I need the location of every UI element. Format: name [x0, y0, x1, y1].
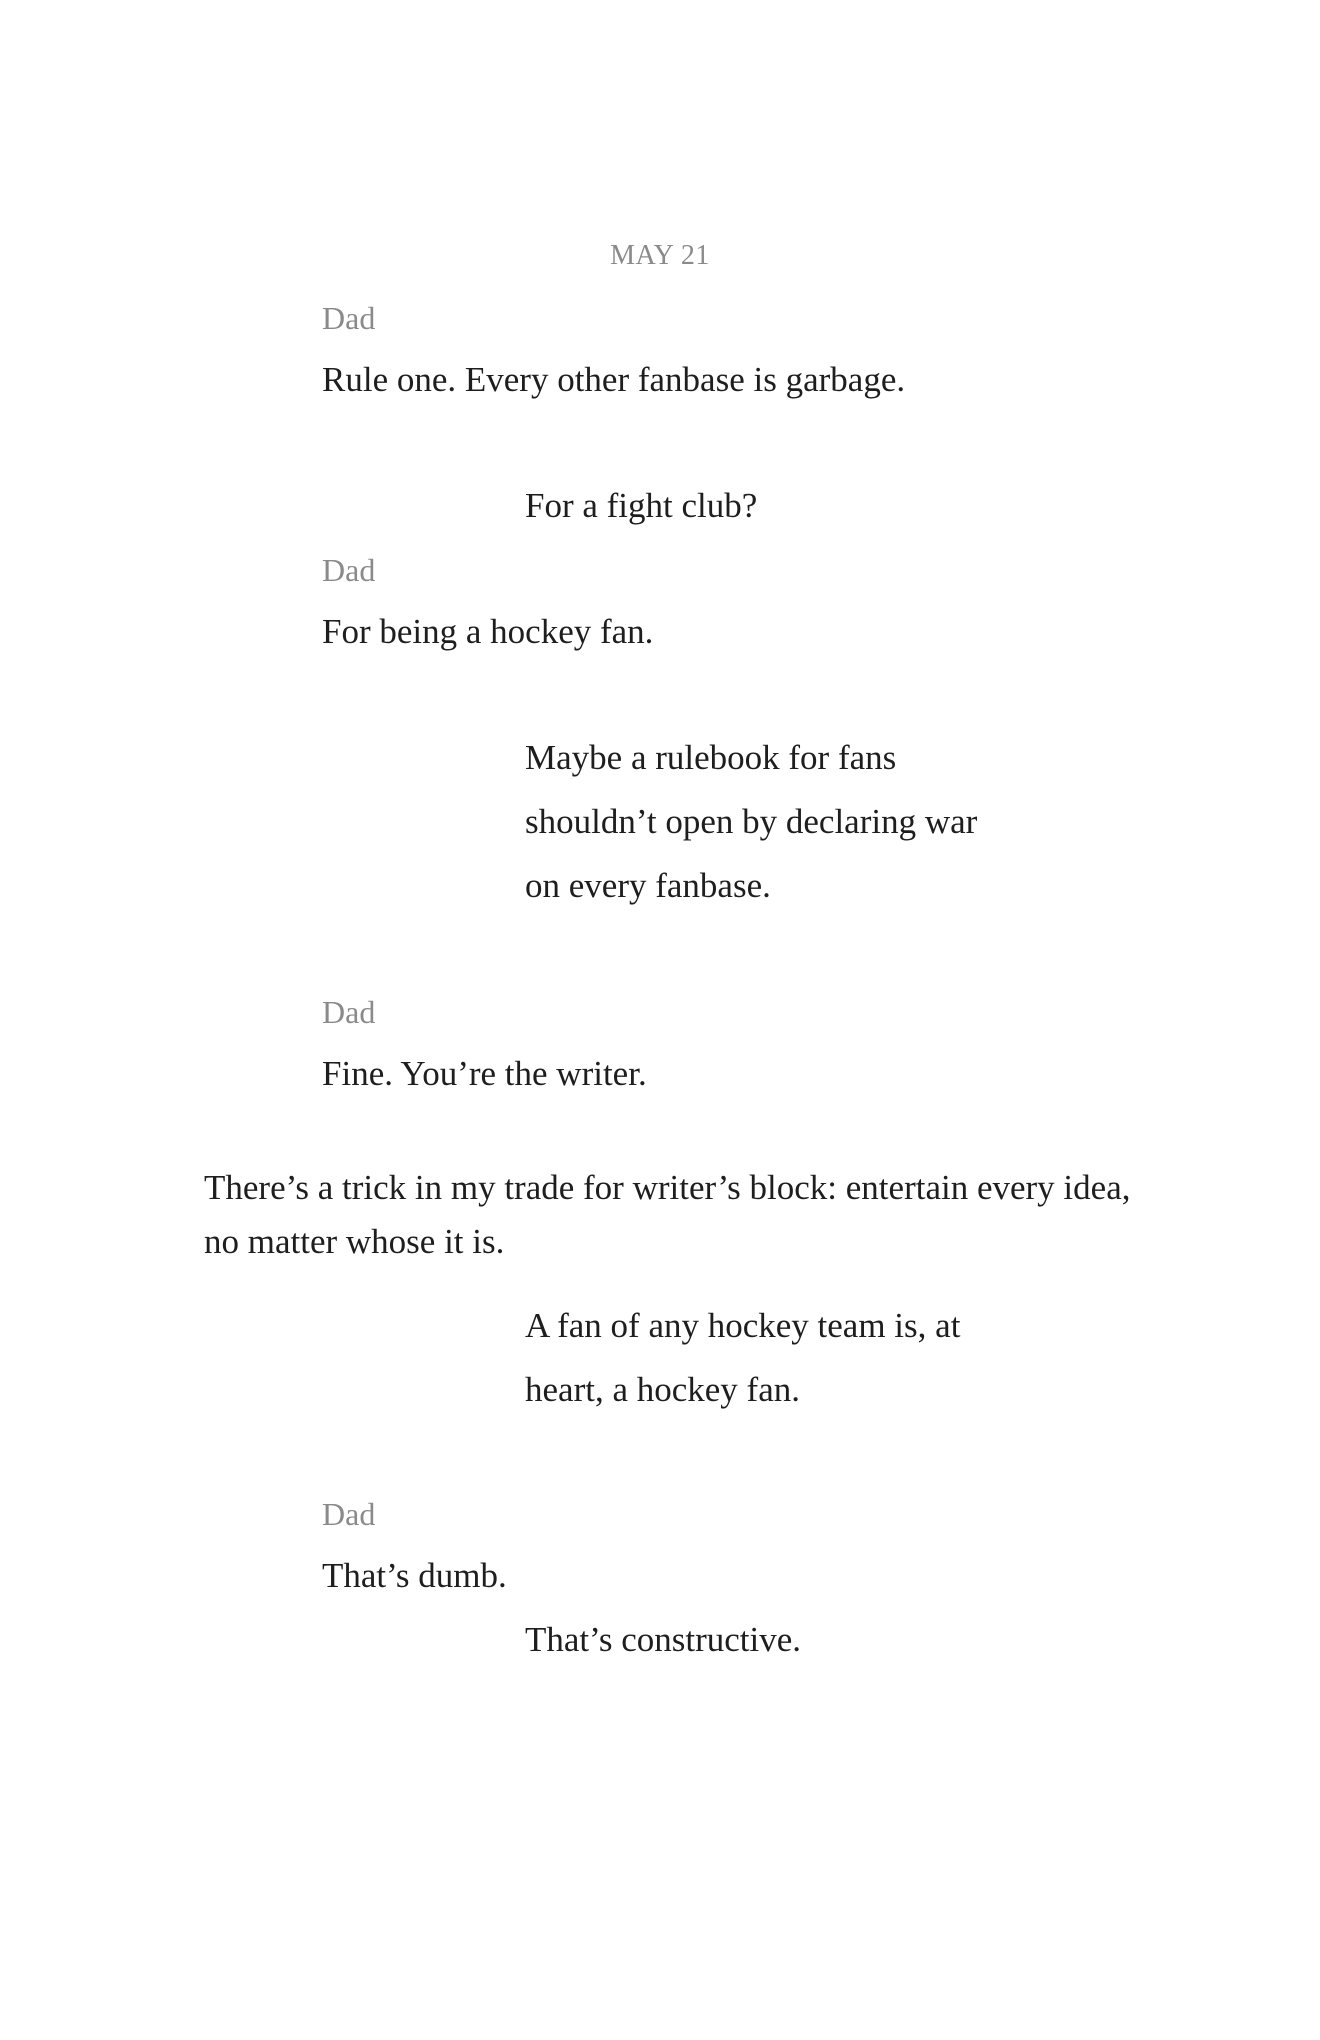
reply-line: shouldn’t open by declaring war [525, 802, 978, 841]
speaker-label: Dad [322, 994, 376, 1030]
dad-message: That’s dumb. [322, 1556, 507, 1595]
speaker-label: Dad [322, 300, 376, 336]
narration-line: There’s a trick in my trade for writer’s block: entertain every idea, [204, 1168, 1131, 1207]
reply-line: For a fight club? [525, 486, 758, 525]
reply-line: Maybe a rulebook for fans [525, 738, 897, 777]
reply-line: on every fanbase. [525, 866, 771, 905]
narration-line: no matter whose it is. [204, 1222, 505, 1261]
dad-message: Fine. You’re the writer. [322, 1054, 647, 1093]
date-heading: MAY 21 [610, 240, 710, 271]
reply-line: A fan of any hockey team is, at [525, 1306, 961, 1345]
reply-line: That’s constructive. [525, 1620, 802, 1659]
reply-line: heart, a hockey fan. [525, 1370, 800, 1409]
dad-message: Rule one. Every other fanbase is garbage. [322, 360, 906, 399]
dad-message: For being a hockey fan. [322, 612, 654, 651]
speaker-label: Dad [322, 552, 376, 588]
speaker-label: Dad [322, 1496, 376, 1532]
